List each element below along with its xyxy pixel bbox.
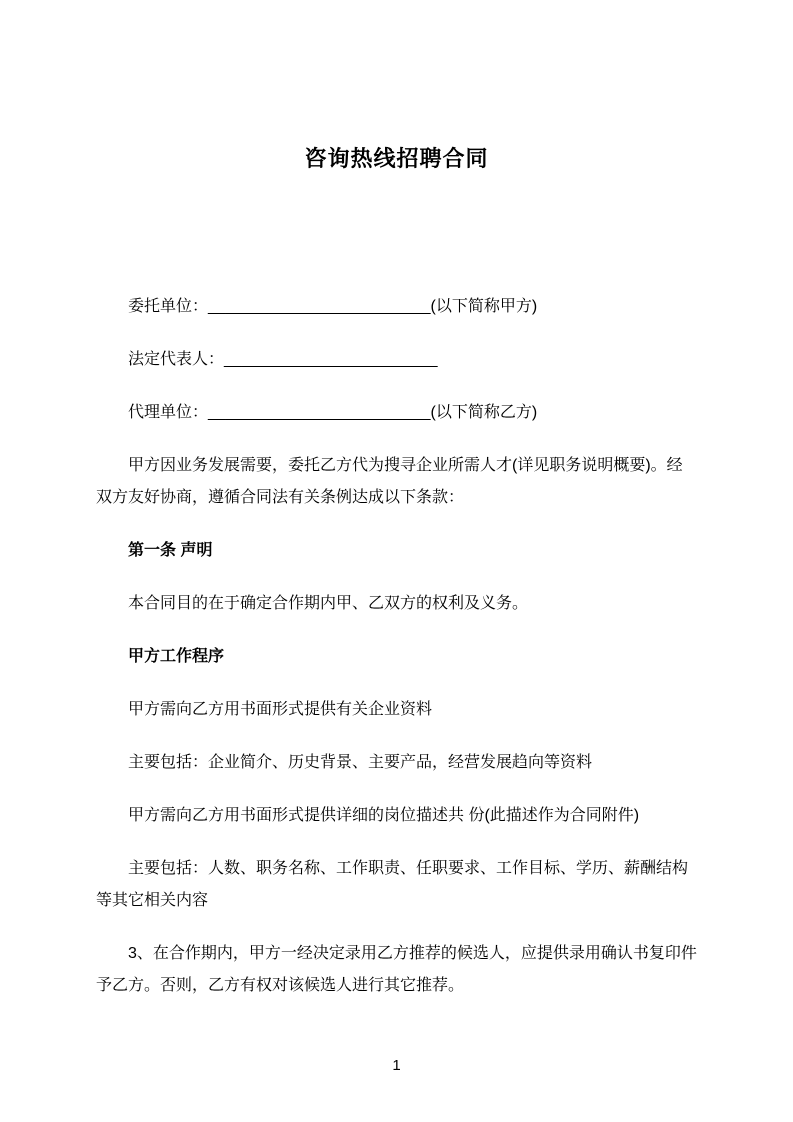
field-suffix-agent-unit: (以下简称乙方) <box>430 404 538 421</box>
field-label-agent-unit: 代理单位： <box>128 404 209 421</box>
field-row-entrust-unit <box>96 291 697 323</box>
field-blank-legal-representative: ________________________ <box>224 351 438 368</box>
paragraph-company-info-details: 主要包括：企业简介、历史背景、主要产品，经营发展趋向等资料 <box>128 754 593 771</box>
field-row-legal-representative <box>96 344 697 376</box>
field-row-agent-unit <box>96 397 697 429</box>
field-blank-agent-unit: _________________________ <box>208 404 431 421</box>
paragraph-provide-company-info: 甲方需向乙方用书面形式提供有关企业资料 <box>128 701 433 718</box>
paragraph-intro: 甲方因业务发展需要，委托乙方代为搜寻企业所需人才(详见职务说明概要)。经双方友好协商，遵循合同法有关条例达成以下条款： <box>96 457 683 506</box>
page-number: 1 <box>392 1057 401 1074</box>
procedure-heading: 甲方工作程序 <box>128 648 225 665</box>
paragraph-clause3-hiring: 3、在合作期内，甲方一经决定录用乙方推荐的候选人，应提供录用确认书复印件予乙方。否则，乙方有权对该候选人进行其它推荐。 <box>96 945 697 994</box>
clause1-body: 本合同目的在于确定合作期内甲、乙双方的权利及义务。 <box>128 595 529 612</box>
paragraph-job-description-details: 主要包括：人数、职务名称、工作职责、任职要求、工作目标、学历、薪酬结构等其它相关内容 <box>96 860 689 909</box>
field-suffix-entrust-unit: (以下简称甲方) <box>430 298 538 315</box>
document-body <box>0 291 793 1002</box>
paragraph-provide-job-description: 甲方需向乙方用书面形式提供详细的岗位描述共 份(此描述作为合同附件) <box>128 807 640 824</box>
field-label-entrust-unit: 委托单位： <box>128 298 209 315</box>
clause1-heading: 第一条 声明 <box>128 542 213 559</box>
field-label-legal-representative: 法定代表人： <box>128 351 225 368</box>
page-title: 咨询热线招聘合同 <box>304 146 489 171</box>
field-blank-entrust-unit: _________________________ <box>208 298 431 315</box>
